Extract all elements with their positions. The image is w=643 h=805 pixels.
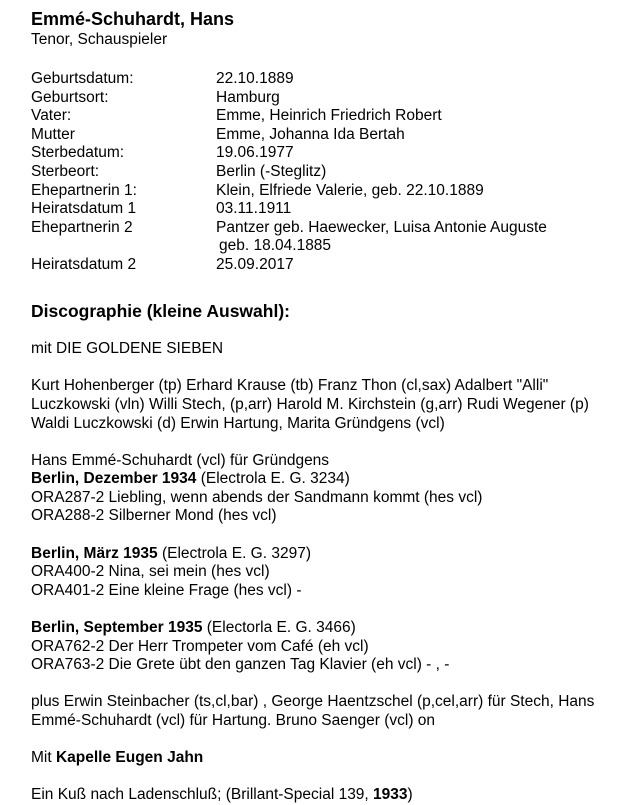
plus-line: Emmé-Schuhardt (vcl) für Hartung. Bruno Saenger (vcl) on xyxy=(31,712,436,729)
fact-value: Berlin (-Steglitz) xyxy=(216,162,327,180)
fact-row xyxy=(31,126,631,145)
track-line: ORA287-2 Liebling, wenn abends der Sandmann kommt (hes vcl) xyxy=(31,488,483,506)
session-label: (Electorla E. G. 3466) xyxy=(202,619,356,637)
last-record-line xyxy=(31,786,631,805)
fact-value: Hamburg xyxy=(216,88,280,106)
lineup-line: Luczkowski (vln) Willi Stech, (p,arr) Harold M. Kirchstein (g,arr) Rudi Wegener (p) xyxy=(31,395,589,413)
track-line: ORA288-2 Silberner Mond (hes vcl) xyxy=(31,507,277,525)
discography-heading: Discographie (kleine Auswahl): xyxy=(31,300,290,321)
fact-value: 03.11.1911 xyxy=(216,200,292,218)
fact-value: Emme, Johanna Ida Bertah xyxy=(216,125,405,143)
fact-label: Mutter xyxy=(31,125,75,143)
session-header xyxy=(31,470,631,489)
track-line: ORA762-2 Der Herr Trompeter vom Café (eh vcl) xyxy=(31,637,369,655)
lineup-line: Waldi Luczkowski (d) Erwin Hartung, Marita Gründgens (vcl) xyxy=(31,414,445,432)
session-place-date: Berlin, September 1935 xyxy=(31,619,203,637)
track-line: ORA401-2 Eine kleine Frage (hes vcl) - xyxy=(31,581,302,599)
fact-row xyxy=(31,163,631,182)
fact-value-continuation: geb. 18.04.1885 xyxy=(219,237,332,255)
fact-value: 19.06.1977 xyxy=(216,144,294,162)
fact-row xyxy=(31,219,631,238)
fact-row xyxy=(31,200,631,219)
fact-row xyxy=(31,70,631,89)
fact-row xyxy=(31,182,631,201)
fact-row-continuation xyxy=(31,237,631,256)
plus-line: plus Erwin Steinbacher (ts,cl,bar) , George Haentzschel (p,cel,arr) für Stech, Hans xyxy=(31,693,595,711)
kapelle-name: Kapelle Eugen Jahn xyxy=(55,749,204,767)
fact-value: Pantzer geb. Haewecker, Luisa Antonie Auguste xyxy=(216,218,547,236)
vocal-intro: Hans Emmé-Schuhardt (vcl) für Gründgens xyxy=(31,451,330,469)
kapelle-prefix: Mit xyxy=(31,749,56,767)
track-line: ORA400-2 Nina, sei mein (hes vcl) xyxy=(31,563,270,581)
fact-value: 22.10.1889 xyxy=(216,70,294,87)
fact-label: Heiratsdatum 2 xyxy=(31,255,137,273)
fact-value: 25.09.2017 xyxy=(216,255,294,273)
fact-row xyxy=(31,89,631,108)
fact-label: Geburtsdatum: xyxy=(31,70,134,87)
fact-row xyxy=(31,256,631,275)
session-place-date: Berlin, März 1935 xyxy=(31,544,158,562)
last-record-text: Ein Kuß nach Ladenschluß; (Brillant-Special 139, xyxy=(31,786,374,804)
last-record-suffix: ) xyxy=(407,786,413,804)
fact-label: Sterbedatum: xyxy=(31,144,125,162)
fact-row xyxy=(31,144,631,163)
fact-value: Klein, Elfriede Valerie, geb. 22.10.1889 xyxy=(216,181,484,199)
fact-label: Vater: xyxy=(31,107,72,125)
person-profession: Tenor, Schauspieler xyxy=(31,31,168,48)
session-header xyxy=(31,545,631,564)
lineup-line: Kurt Hohenberger (tp) Erhard Krause (tb) Franz Thon (cl,sax) Adalbert "Alli" xyxy=(31,377,549,395)
session-label: (Electrola E. G. 3234) xyxy=(196,470,350,488)
fact-label: Ehepartnerin 1: xyxy=(31,181,137,199)
person-name: Emmé-Schuhardt, Hans xyxy=(31,9,235,29)
session-place-date: Berlin, Dezember 1934 xyxy=(31,470,197,488)
session-label: (Electrola E. G. 3297) xyxy=(157,544,311,562)
biographical-facts xyxy=(31,70,631,275)
track-line: ORA763-2 Die Grete übt den ganzen Tag Klavier (eh vcl) - , - xyxy=(31,656,450,674)
kapelle-line xyxy=(31,749,631,768)
fact-value: Emme, Heinrich Friedrich Robert xyxy=(216,107,442,125)
fact-label: Heiratsdatum 1 xyxy=(31,200,137,218)
ensemble-line: mit DIE GOLDENE SIEBEN xyxy=(31,340,224,358)
fact-label: Geburtsort: xyxy=(31,88,109,106)
document-page xyxy=(31,8,631,805)
fact-label: Ehepartnerin 2 xyxy=(31,218,133,236)
fact-row xyxy=(31,107,631,126)
fact-label: Sterbeort: xyxy=(31,162,100,180)
session-header xyxy=(31,619,631,638)
last-record-year: 1933 xyxy=(373,786,408,804)
